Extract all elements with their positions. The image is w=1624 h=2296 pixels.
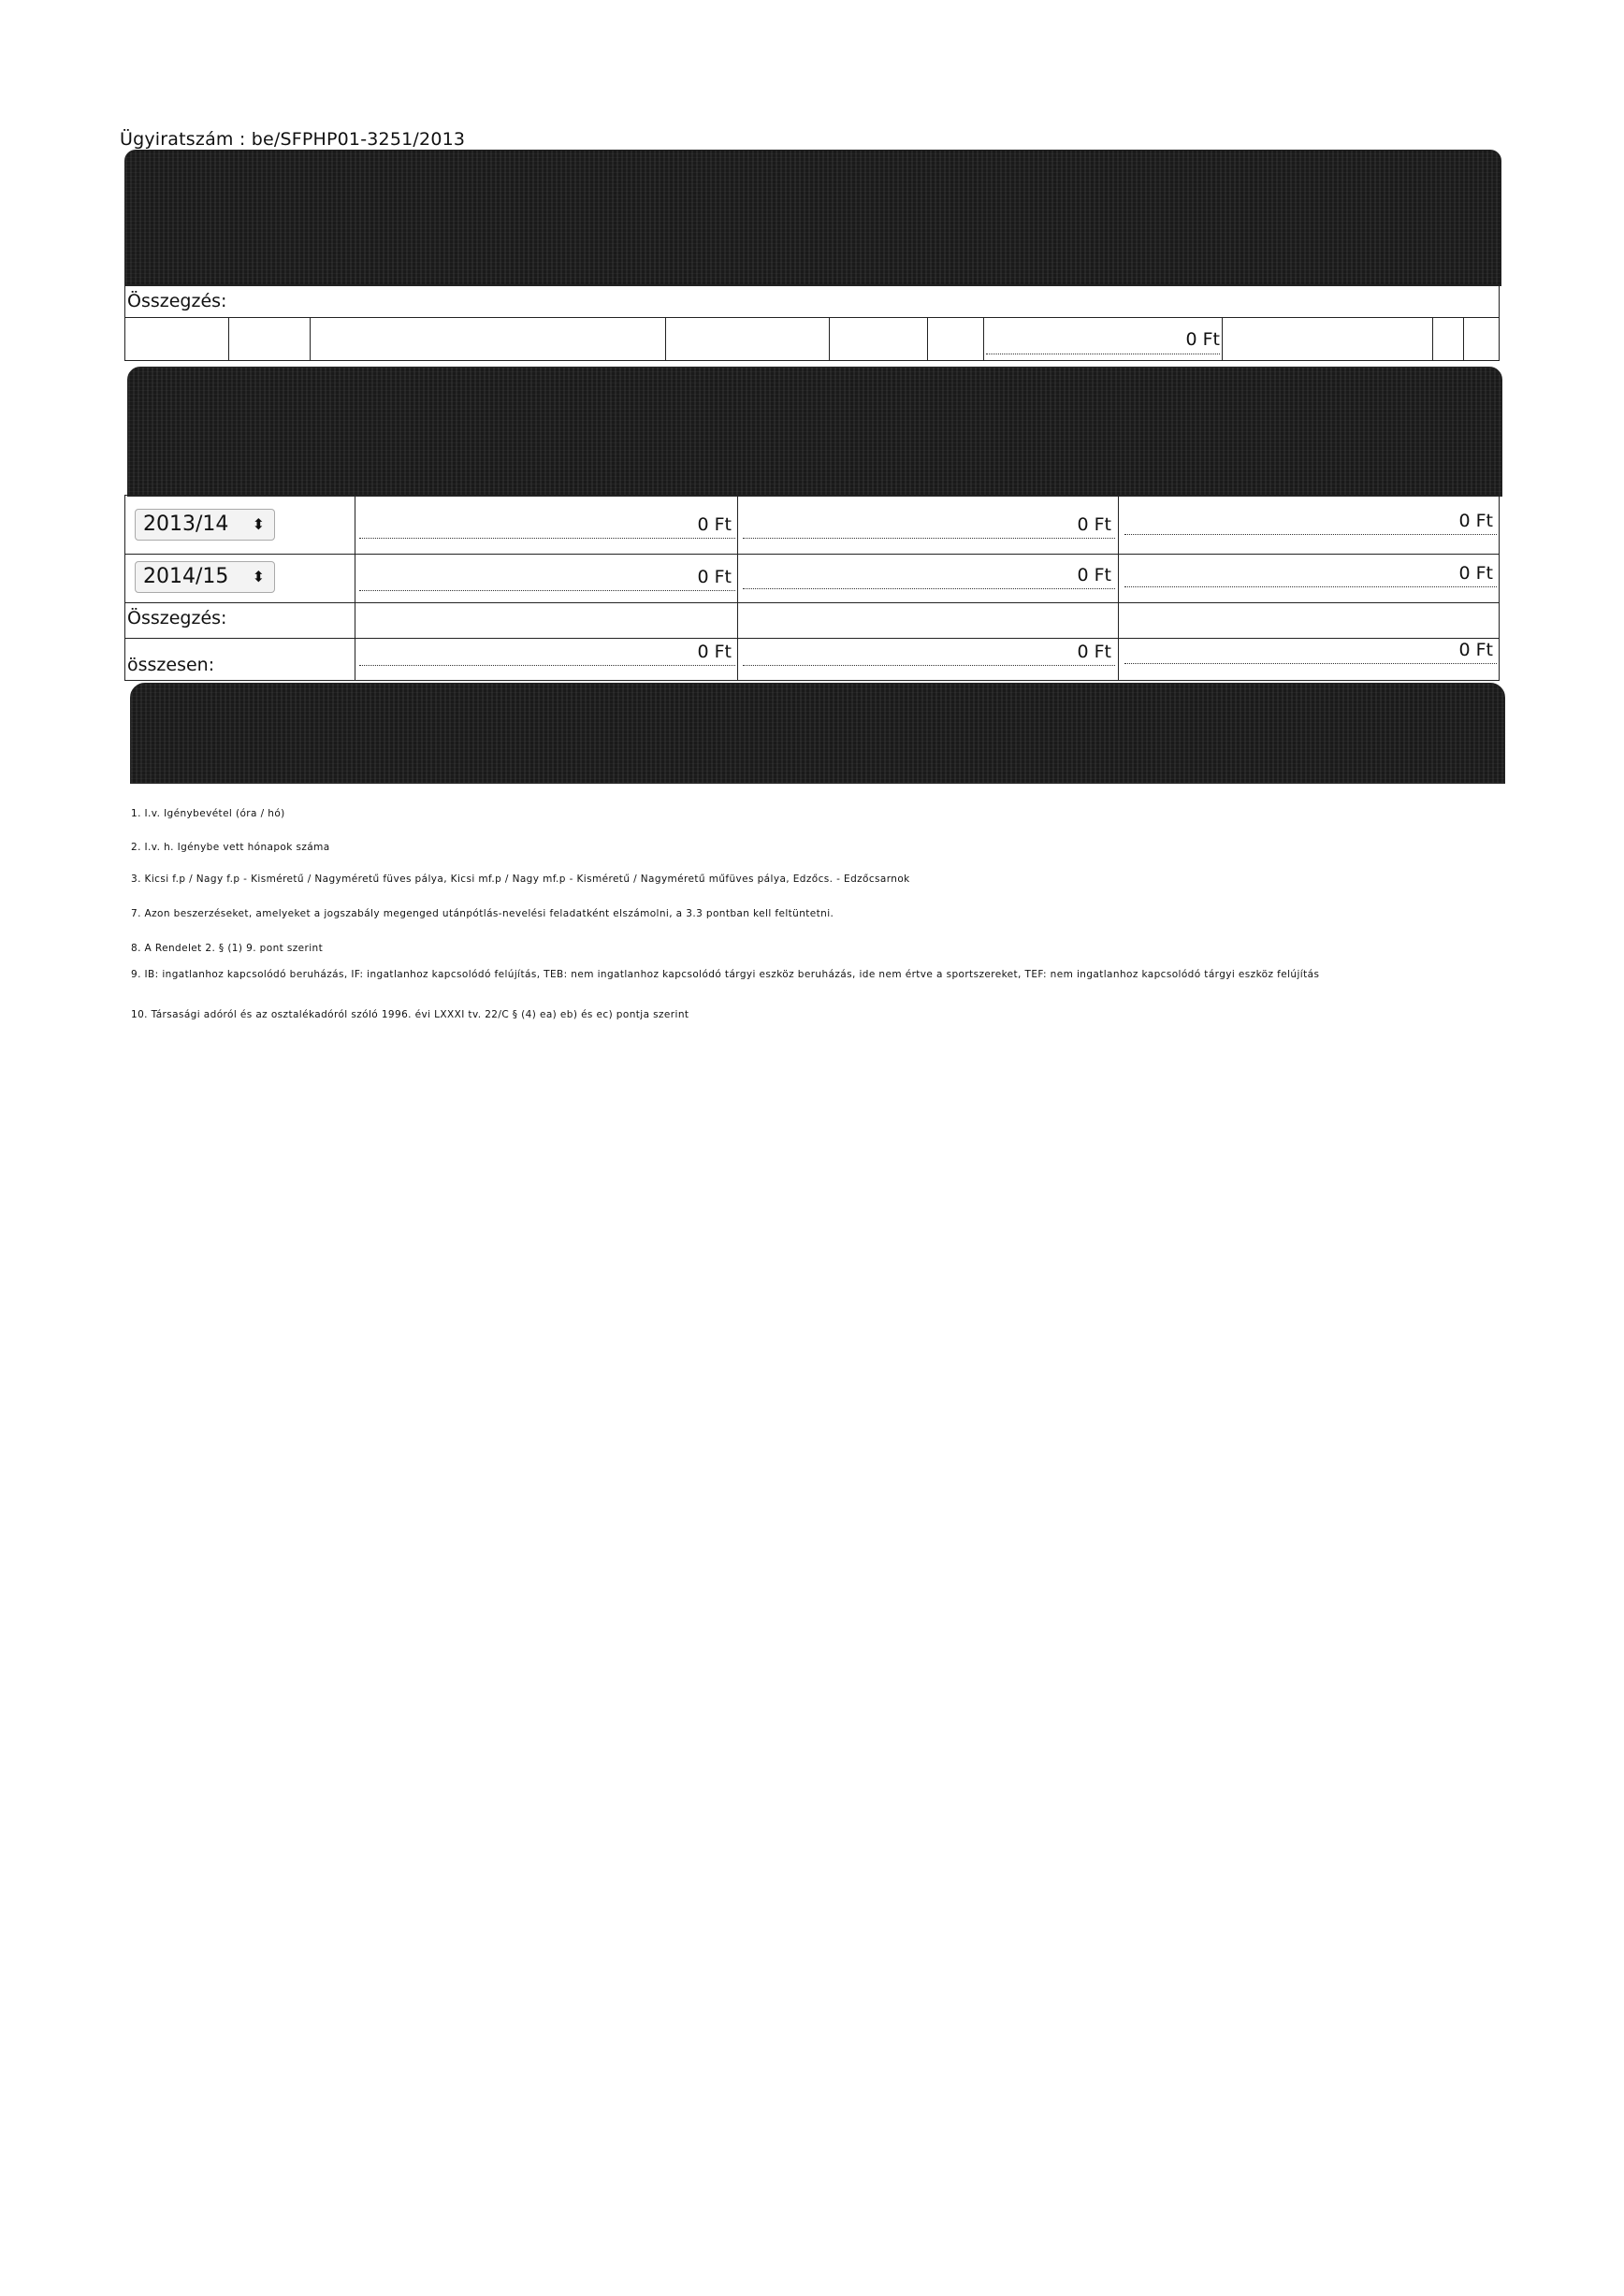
redacted-table-header-3 (130, 683, 1505, 784)
case-number: Ügyiratszám : be/SFPHP01-3251/2013 (120, 129, 466, 150)
row1-value-1: 0 Ft (359, 511, 735, 539)
row2-value-3: 0 Ft (1124, 559, 1497, 587)
summary-label-1: Összegzés: (127, 291, 227, 311)
summary-table-1 (124, 284, 1500, 361)
row1-value-2: 0 Ft (743, 511, 1115, 539)
footnote-1: 1. I.v. Igénybevétel (óra / hó) (131, 808, 285, 819)
summary-total-value: 0 Ft (986, 327, 1220, 354)
season-select-value: 2013/14 (143, 513, 229, 536)
season-select-2013-14[interactable] (135, 509, 275, 541)
total-value-3: 0 Ft (1124, 636, 1497, 664)
footnote-2: 2. I.v. h. Igénybe vett hónapok száma (131, 842, 330, 853)
row2-value-1: 0 Ft (359, 563, 735, 591)
footnote-10: 10. Társasági adóról és az osztalékadóról szóló 1996. évi LXXXI tv. 22/C § (4) ea) eb) és ec) pontja szerint (131, 1009, 689, 1020)
row2-value-2: 0 Ft (743, 561, 1115, 589)
select-arrows-icon: ⬍ (252, 568, 265, 585)
total-value-2: 0 Ft (743, 638, 1115, 666)
select-arrows-icon: ⬍ (252, 515, 265, 533)
season-table (124, 495, 1500, 681)
footnote-9: 9. IB: ingatlanhoz kapcsolódó beruházás, IF: ingatlanhoz kapcsolódó felújítás, TEB: nem ingatlanhoz kapcsolódó tárgyi eszköz beruházás, ide nem értve a sportszereket, TEF: nem ingatlanhoz kapcsolódó tárgyi eszköz felújítás (131, 969, 1320, 980)
redacted-table-header-1 (124, 150, 1501, 286)
summary-label-2: Összegzés: (127, 608, 227, 628)
footnote-7: 7. Azon beszerzéseket, amelyeket a jogszabály megenged utánpótlás-nevelési feladatként elszámolni, a 3.3 pontban kell feltüntetni. (131, 908, 834, 919)
season-select-value: 2014/15 (143, 565, 229, 588)
redacted-table-header-2 (127, 367, 1502, 497)
summary-row-1 (125, 317, 1499, 361)
row1-value-3: 0 Ft (1124, 507, 1497, 535)
footnote-3: 3. Kicsi f.p / Nagy f.p - Kisméretű / Nagyméretű füves pálya, Kicsi mf.p / Nagy mf.p - Kisméretű / Nagyméretű műfüves pálya, Edzőcs. - Edzőcsarnok (131, 874, 910, 885)
footnote-8: 8. A Rendelet 2. § (1) 9. pont szerint (131, 943, 324, 954)
season-select-2014-15[interactable] (135, 561, 275, 593)
total-label: összesen: (127, 655, 215, 675)
total-value-1: 0 Ft (359, 638, 735, 666)
